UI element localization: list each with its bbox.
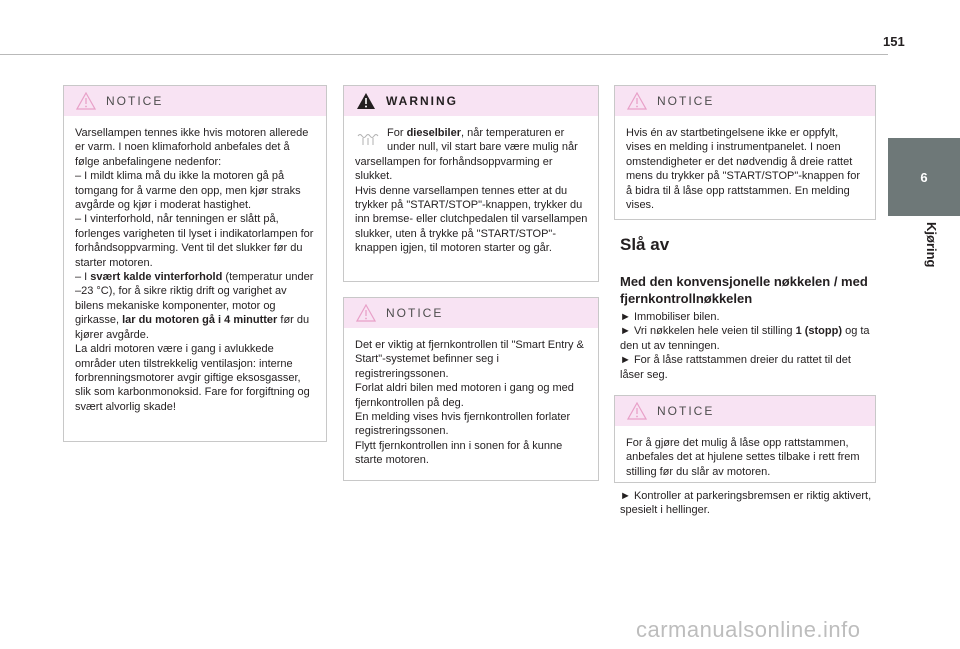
notice-paragraph [75, 270, 316, 342]
text-span: før du kjører avgårde. [75, 314, 310, 341]
notice-triangle-icon [627, 92, 647, 110]
notice-title: NOTICE [386, 306, 444, 320]
notice-paragraph: Flytt fjernkontrollen inn i sonen for å kunne starte motoren. [355, 439, 563, 467]
notice-header [344, 298, 598, 328]
notice-paragraph: Hvis én av startbetingelsene ikke er oppfylt, vises en melding i instrumentpanelet. I noen omstendigheter er det nødvendig å dreie rattet mens du trykker på "START/STOP"-knappen for å bidra til å låse opp rattstammen. En melding vises. [626, 127, 861, 212]
step-item: ► For å låse rattstammen dreier du rattet til det låser seg. [620, 354, 851, 381]
notice-box-steering-lock [614, 395, 876, 483]
notice-paragraph: En melding vises hvis fjernkontrollen forlater registreringssonen. [355, 411, 571, 438]
final-step [620, 489, 876, 518]
text-span: For [387, 127, 407, 139]
notice-header [615, 396, 875, 426]
notice-triangle-icon [356, 304, 376, 322]
notice-title: NOTICE [106, 94, 164, 108]
subsection-title: Med den konvensjonelle nøkkelen / med fjernkontrollnøkkelen [620, 274, 868, 306]
notice-paragraph: – I mildt klima må du ikke la motoren gå på tomgang for å varme den opp, men kjør straks avgårde og kjør i moderat hastighet. [75, 170, 301, 212]
warning-triangle-icon [356, 92, 376, 110]
warning-box-diesel [343, 85, 599, 282]
bold-text: 1 (stopp) [795, 325, 843, 338]
warning-paragraph [355, 126, 588, 184]
watermark: carmanualsonline.info [636, 617, 861, 642]
chapter-label: Kjøring [924, 222, 939, 268]
notice-body [344, 328, 598, 478]
notice-paragraph: La aldri motoren være i gang i avlukkede områder uten tilstrekkelig ventilasjon: interne forbrenningsmotorer avgir giftige eksosgasser, slik som karbonmonoksid. Fare for forgiftning og svært alvorlig skade! [75, 343, 310, 413]
notice-triangle-icon [76, 92, 96, 110]
bold-text: lar du motoren gå i 4 minutter [122, 314, 278, 327]
warning-header [344, 86, 598, 116]
notice-header [64, 86, 326, 116]
warning-paragraph: Hvis denne varsellampen tennes etter at du trykker på "START/STOP"-knappen, trykker du inn bremse- eller clutchpedalen til varsellampen slukker, uten å trykke på "START/STOP"-knappen igjen, til motoren starter og går. [355, 184, 588, 255]
notice-paragraph: Det er viktig at fjernkontrollen til "Smart Entry & Start"-systemet befinner seg i registreringssonen. [355, 339, 584, 380]
notice-triangle-icon [627, 402, 647, 420]
steps-list [620, 310, 876, 382]
notice-paragraph: Varsellampen tennes ikke hvis motoren allerede er varm. I noen klimaforhold anbefales det å følge anbefalingene nedenfor: [75, 127, 309, 168]
notice-box-smart-entry [343, 297, 599, 481]
notice-box-cold-start [63, 85, 327, 442]
notice-body [615, 116, 875, 222]
step-item [620, 324, 876, 353]
warning-body [344, 116, 598, 266]
step-item: ► Immobiliser bilen. [620, 311, 720, 323]
notice-paragraph: For å gjøre det mulig å låse opp rattstammen, anbefales det at hjulene settes tilbake i rett frem stilling før du slår av motoren. [626, 437, 860, 478]
notice-title: NOTICE [657, 94, 715, 108]
glow-plug-icon [355, 128, 381, 148]
warning-title: WARNING [386, 94, 458, 108]
chapter-tab[interactable]: 6 [888, 138, 960, 216]
notice-body [64, 116, 326, 424]
notice-title: NOTICE [657, 404, 715, 418]
notice-box-start-conditions [614, 85, 876, 220]
step-item: ► Kontroller at parkeringsbremsen er riktig aktivert, spesielt i hellinger. [620, 490, 872, 517]
notice-paragraph: Forlat aldri bilen med motoren i gang og med fjernkontrollen på deg. [355, 382, 574, 409]
text-span: , når temperaturen er under null, vil start bare være mulig når varsellampen for forhåndsoppvarming er slukket. [355, 127, 578, 183]
bold-text: svært kalde vinterforhold [90, 271, 223, 284]
notice-header [615, 86, 875, 116]
text-span: ► Vri nøkkelen hele veien til stilling [620, 325, 796, 338]
top-rule [0, 54, 888, 55]
text-span: og ta den ut av tenningen. [620, 325, 870, 352]
bold-text: dieselbiler [406, 127, 461, 139]
page-number: 151 [883, 34, 905, 49]
notice-paragraph: – I vinterforhold, når tenningen er slått på, forlenges varigheten til lyset i indikatorlampen for forhåndsoppvarming. Vent til det slukker før du starter motoren. [75, 213, 314, 269]
section-title: Slå av [620, 235, 670, 254]
text-span: (temperatur under –23 °C), for å sikre riktig drift og varighet av bilens mekaniske komponenter, motor og girkasse, [75, 271, 314, 327]
notice-body [615, 426, 875, 489]
text-span: – I [75, 271, 91, 284]
